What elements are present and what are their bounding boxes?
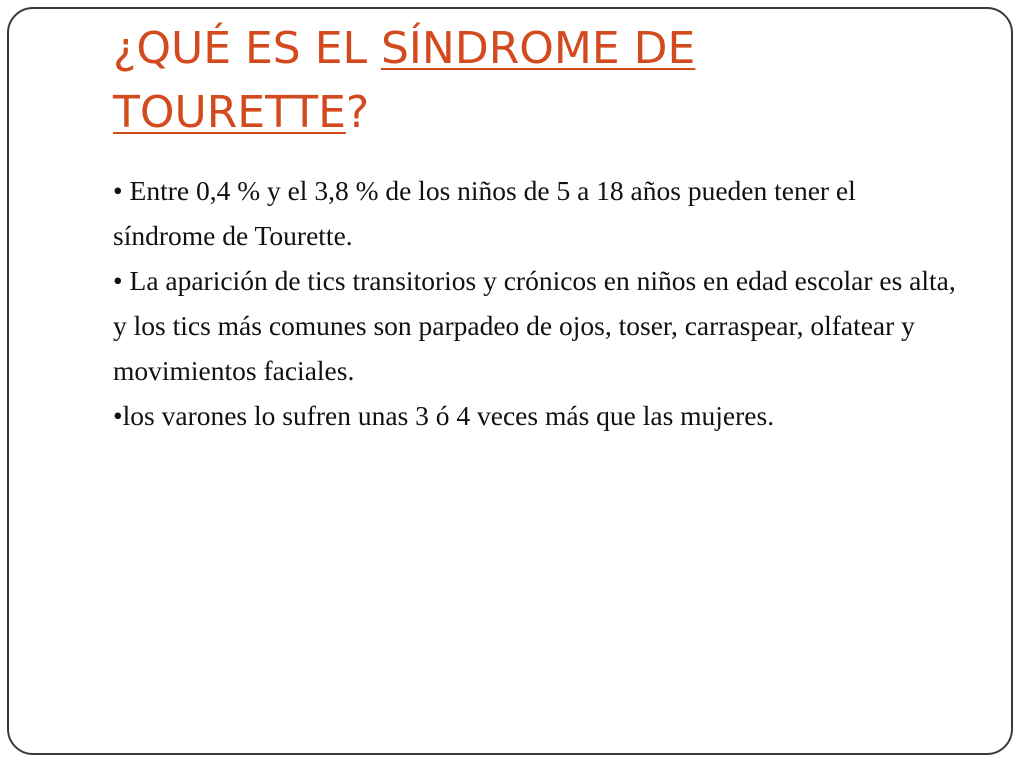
bullet-text: La aparición de tics transitorios y crónicos en niños en edad escolar es alta, y los tics más comunes son parpadeo de ojos, toser, carraspear, olfatear y movimientos faciales. [113,265,956,386]
title-suffix: ? [345,87,370,138]
bullet-text: Entre 0,4 % y el 3,8 % de los niños de 5 a 18 años pueden tener el síndrome de Tourette. [113,175,856,251]
bullet-marker: • [113,400,123,431]
title-link-tourette[interactable]: TOURETTE [113,87,346,138]
bullet-item [113,168,963,258]
bullet-marker: • [113,265,130,296]
bullet-item [113,393,963,438]
bullet-marker: • [113,175,130,206]
title-prefix: ¿QUÉ ES EL [113,23,381,74]
bullet-item [113,258,963,393]
slide-body [113,168,963,438]
title-link-syndrome[interactable]: SÍNDROME DE [381,23,696,74]
slide-title [113,17,973,145]
bullet-text: los varones lo sufren unas 3 ó 4 veces más que las mujeres. [122,400,775,431]
